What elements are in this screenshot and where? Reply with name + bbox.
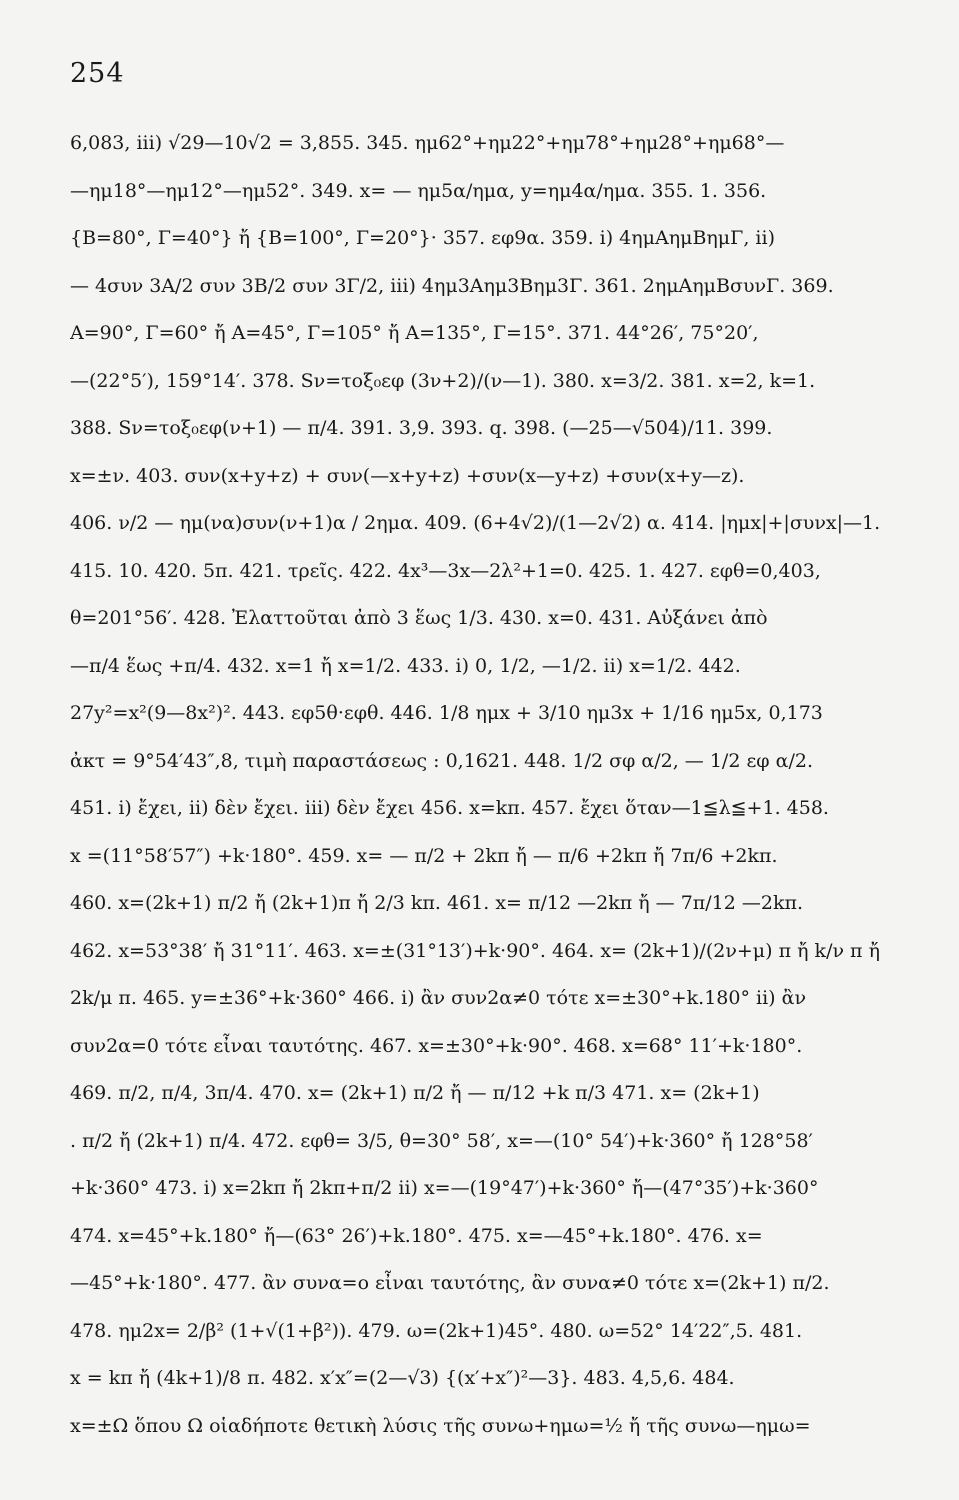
text-line: . π/2 ἤ (2k+1) π/4. 472. εφθ= 3/5, θ=30° 58′, x=—(10° 54′)+k·360° ἤ 128°58′ <box>70 1129 813 1152</box>
text-line: 474. x=45°+k.180° ἤ—(63° 26′)+k.180°. 475. x=—45°+k.180°. 476. x= <box>70 1224 763 1247</box>
text-line: 27y²=x²(9—8x²)². 443. εφ5θ·εφθ. 446. 1/8 ημx + 3/10 ημ3x + 1/16 ημ5x, 0,173 <box>70 702 823 724</box>
text-line: 6,083, iii) √29—10√2 = 3,855. 345. ημ62°+ημ22°+ημ78°+ημ28°+ημ68°— <box>70 132 785 154</box>
text-line: 2k/μ π. 465. y=±36°+k·360° 466. i) ἂν συν2α≠0 τότε x=±30°+k.180° ii) ἂν <box>70 987 806 1009</box>
text-line: 462. x=53°38′ ἤ 31°11′. 463. x=±(31°13′)+k·90°. 464. x= (2k+1)/(2ν+μ) π ἤ k/ν π ἤ <box>70 939 880 962</box>
text-line: 415. 10. 420. 5π. 421. τρεῖς. 422. 4x³—3x—2λ²+1=0. 425. 1. 427. εφθ=0,403, <box>70 559 821 582</box>
text-line: x = kπ ἤ (4k+1)/8 π. 482. x′x″=(2—√3) {(x′+x″)²—3}. 483. 4,5,6. 484. <box>70 1367 735 1389</box>
text-line: —45°+k·180°. 477. ἂν συνα=ο εἶναι ταυτότης, ἂν συνα≠0 τότε x=(2k+1) π/2. <box>70 1272 830 1294</box>
text-line: {Β=80°, Γ=40°} ἤ {Β=100°, Γ=20°}· 357. εφ9α. 359. i) 4ημΑημΒημΓ, ii) <box>70 227 775 249</box>
text-line: συν2α=0 τότε εἶναι ταυτότης. 467. x=±30°+k·90°. 468. x=68° 11′+k·180°. <box>70 1034 803 1057</box>
text-line: 406. ν/2 — ημ(να)συν(ν+1)α / 2ημα. 409. (6+4√2)/(1—2√2) α. 414. |ημx|+|συνx|—1. <box>70 512 881 534</box>
text-line: Α=90°, Γ=60° ἤ Α=45°, Γ=105° ἤ Α=135°, Γ=15°. 371. 44°26′, 75°20′, <box>70 322 759 344</box>
page-number: 254 <box>70 58 125 89</box>
text-line: 451. i) ἔχει, ii) δὲν ἔχει. iii) δὲν ἔχει 456. x=kπ. 457. ἔχει ὅταν—1≦λ≦+1. 458. <box>70 797 829 819</box>
text-line: —ημ18°—ημ12°—ημ52°. 349. x= — ημ5α/ημα, y=ημ4α/ημα. 355. 1. 356. <box>70 179 767 202</box>
answer-text <box>70 120 908 1450</box>
text-line: 478. ημ2x= 2/β² (1+√(1+β²)). 479. ω=(2k+1)45°. 480. ω=52° 14′22″,5. 481. <box>70 1319 803 1342</box>
text-line: x =(11°58′57″) +k·180°. 459. x= — π/2 + 2kπ ἤ — π/6 +2kπ ἤ 7π/6 +2kπ. <box>70 844 778 867</box>
text-line: 388. Sν=τοξ₀εφ(ν+1) — π/4. 391. 3,9. 393. q. 398. (—25—√504)/11. 399. <box>70 417 773 439</box>
text-line: —π/4 ἕως +π/4. 432. x=1 ἤ x=1/2. 433. i) 0, 1/2, —1/2. ii) x=1/2. 442. <box>70 654 741 677</box>
text-line: ἀκτ = 9°54′43″,8, τιμὴ παραστάσεως : 0,1621. 448. 1/2 σφ α/2, — 1/2 εφ α/2. <box>70 749 814 772</box>
text-line: x=±Ω ὅπου Ω οἱαδήποτε θετικὴ λύσις τῆς συνω+ημω=½ ἤ τῆς συνω—ημω= <box>70 1414 811 1437</box>
text-line: — 4συν 3Α/2 συν 3Β/2 συν 3Γ/2, iii) 4ημ3Αημ3Βημ3Γ. 361. 2ημΑημΒσυνΓ. 369. <box>70 274 834 297</box>
text-line: θ=201°56′. 428. Ἐλαττοῦται ἀπὸ 3 ἕως 1/3. 430. x=0. 431. Αὐξάνει ἀπὸ <box>70 607 768 629</box>
text-line: 469. π/2, π/4, 3π/4. 470. x= (2k+1) π/2 ἤ — π/12 +k π/3 471. x= (2k+1) <box>70 1082 760 1104</box>
text-line: x=±ν. 403. συν(x+y+z) + συν(—x+y+z) +συν(x—y+z) +συν(x+y—z). <box>70 464 745 487</box>
text-line: +k·360° 473. i) x=2kπ ἤ 2kπ+π/2 ii) x=—(19°47′)+k·360° ἤ—(47°35′)+k·360° <box>70 1177 819 1199</box>
text-line: —(22°5′), 159°14′. 378. Sν=τοξ₀εφ (3ν+2)/(ν—1). 380. x=3/2. 381. x=2, k=1. <box>70 369 816 392</box>
text-line: 460. x=(2k+1) π/2 ἤ (2k+1)π ἤ 2/3 kπ. 461. x= π/12 —2kπ ἤ — 7π/12 —2kπ. <box>70 892 804 914</box>
